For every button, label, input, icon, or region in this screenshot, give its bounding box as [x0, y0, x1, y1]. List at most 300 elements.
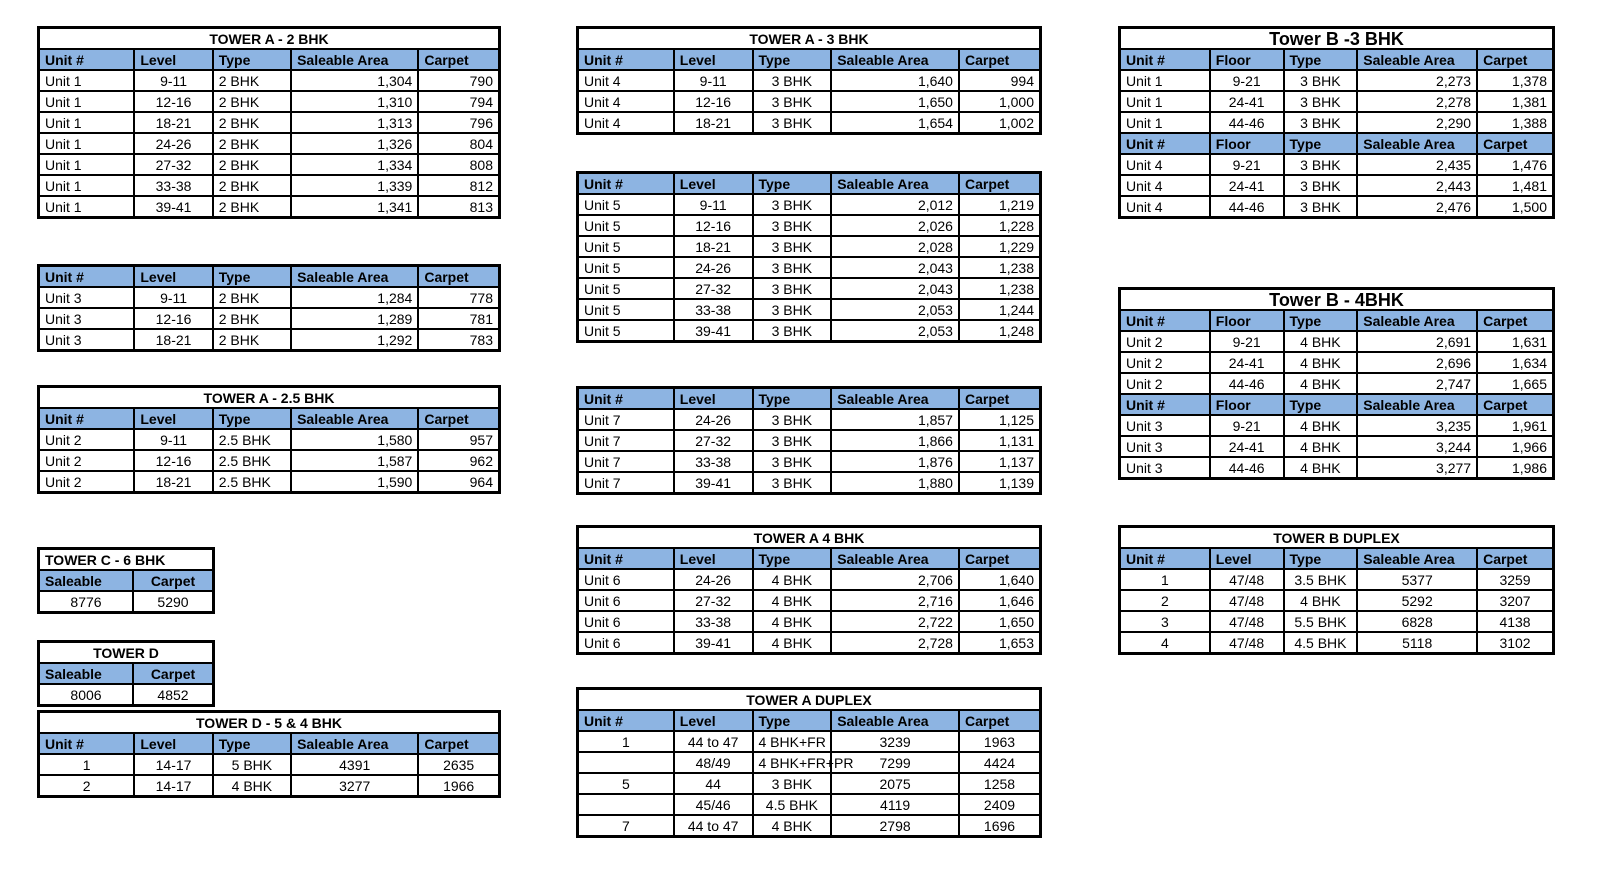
table-cell: 1,653 — [959, 632, 1041, 654]
table-cell: 1,476 — [1477, 154, 1553, 175]
table-cell: 2 BHK — [213, 70, 291, 91]
column-header: Carpet — [1477, 49, 1553, 70]
table-cell: 12-16 — [134, 308, 212, 329]
column-header: Type — [1284, 310, 1358, 331]
table-row — [578, 632, 1041, 654]
table-cell: 3 BHK — [753, 773, 832, 794]
column-header: Carpet — [959, 388, 1041, 410]
table-row — [578, 451, 1041, 472]
column-header: Unit # — [578, 388, 674, 410]
table-cell: 964 — [418, 471, 499, 493]
table-cell: 27-32 — [134, 154, 212, 175]
table-cell: 27-32 — [674, 430, 753, 451]
table-row — [1120, 415, 1554, 436]
table-cell: Unit 2 — [1120, 373, 1210, 394]
table-cell: 1,388 — [1477, 112, 1553, 133]
table-row — [39, 754, 500, 775]
table-cell: 3 BHK — [1284, 175, 1358, 196]
table-cell: 3 BHK — [1284, 154, 1358, 175]
table-cell: 4 BHK — [753, 590, 832, 611]
table-title: TOWER B DUPLEX — [1120, 527, 1554, 549]
table-row — [39, 287, 500, 308]
table-cell: 9-11 — [134, 429, 212, 450]
table-cell: 39-41 — [674, 632, 753, 654]
table-cell: 813 — [418, 196, 499, 218]
table-cell: 2,053 — [831, 320, 959, 342]
column-header-row — [578, 173, 1041, 195]
table-cell: 2.5 BHK — [213, 450, 291, 471]
tower-a-2bhk-unit3-table — [37, 264, 501, 352]
table-row — [39, 70, 500, 91]
table-title-row — [39, 28, 500, 50]
table-cell: 3 BHK — [753, 91, 832, 112]
table-cell: Unit 1 — [39, 70, 135, 91]
table-cell: Unit 3 — [39, 308, 135, 329]
table-cell: 1,238 — [959, 257, 1041, 278]
table-cell: 5118 — [1357, 632, 1477, 654]
table-cell: 33-38 — [674, 451, 753, 472]
table-cell: 1,866 — [831, 430, 959, 451]
table-row — [1120, 373, 1554, 394]
table-cell: 2,691 — [1357, 331, 1477, 352]
table-cell: Unit 2 — [1120, 331, 1210, 352]
table-cell: 2 BHK — [213, 196, 291, 218]
column-header: Saleable — [39, 663, 134, 684]
table-row — [1120, 352, 1554, 373]
table-cell: 1963 — [959, 731, 1041, 752]
table-cell: Unit 5 — [578, 320, 674, 342]
table-row — [1120, 91, 1554, 112]
column-header: Unit # — [1120, 310, 1210, 331]
column-header: Unit # — [578, 548, 674, 569]
table-row — [578, 320, 1041, 342]
column-header: Carpet — [1477, 548, 1553, 569]
table-cell: 4 BHK+FR+PR — [753, 752, 832, 773]
table-cell: 2,290 — [1357, 112, 1477, 133]
table-cell: 3 BHK — [1284, 112, 1358, 133]
table-cell: 12-16 — [674, 215, 753, 236]
table-cell: 1 — [39, 754, 135, 775]
table-cell: 4 BHK — [1284, 373, 1358, 394]
table-title: TOWER A DUPLEX — [578, 689, 1041, 711]
table-cell: 4119 — [831, 794, 959, 815]
table-cell: 3 BHK — [753, 320, 832, 342]
tower-a-3bhk-unit5-table — [576, 171, 1042, 343]
table-title-row — [39, 549, 214, 571]
column-header: Carpet — [418, 733, 499, 754]
table-cell: 33-38 — [134, 175, 212, 196]
column-header: Saleable Area — [831, 49, 959, 70]
column-header: Saleable Area — [831, 710, 959, 731]
table-row — [578, 112, 1041, 134]
table-cell: 3102 — [1477, 632, 1553, 654]
table-cell: 1,640 — [959, 569, 1041, 590]
table-cell: 4 BHK — [753, 632, 832, 654]
tower-a-duplex-table — [576, 687, 1042, 838]
table-cell: 3,277 — [1357, 457, 1477, 479]
table-cell: 1,228 — [959, 215, 1041, 236]
table-title-row — [39, 642, 214, 664]
table-cell: 4 BHK+FR — [753, 731, 832, 752]
table-row — [39, 91, 500, 112]
table-row — [1120, 70, 1554, 91]
table-cell: 1,131 — [959, 430, 1041, 451]
table-cell: 3 BHK — [1284, 91, 1358, 112]
table-title-row — [1120, 527, 1554, 549]
table-cell: Unit 4 — [1120, 196, 1210, 218]
column-header-row — [1120, 310, 1554, 331]
table-cell: 2,728 — [831, 632, 959, 654]
table-row — [39, 775, 500, 797]
column-header-row — [39, 266, 500, 288]
table-title: Tower B -3 BHK — [1120, 28, 1554, 50]
column-header: Level — [674, 49, 753, 70]
table-cell: 1,631 — [1477, 331, 1553, 352]
table-cell: 2 — [39, 775, 135, 797]
table-cell: Unit 4 — [578, 112, 674, 134]
table-cell: Unit 4 — [578, 70, 674, 91]
table-cell: 2 BHK — [213, 112, 291, 133]
table-cell: 4 BHK — [1284, 436, 1358, 457]
table-cell: Unit 1 — [39, 133, 135, 154]
column-header: Unit # — [1120, 394, 1210, 415]
table-cell: 47/48 — [1210, 569, 1284, 590]
table-title: TOWER A - 2 BHK — [39, 28, 500, 50]
column-header: Type — [1284, 133, 1358, 154]
table-cell: 790 — [418, 70, 499, 91]
table-cell: 1,961 — [1477, 415, 1553, 436]
table-cell: 1,381 — [1477, 91, 1553, 112]
table-cell: Unit 5 — [578, 215, 674, 236]
table-row — [578, 611, 1041, 632]
tower-b-3bhk-table — [1118, 26, 1555, 219]
table-cell: Unit 1 — [39, 112, 135, 133]
column-header: Carpet — [133, 570, 214, 591]
table-cell: Unit 1 — [39, 175, 135, 196]
table-cell: 2 BHK — [213, 287, 291, 308]
tower-a-2bhk-table — [37, 26, 501, 219]
table-cell: 1,000 — [959, 91, 1041, 112]
table-cell: 3 BHK — [753, 236, 832, 257]
column-header: Carpet — [418, 408, 499, 429]
table-cell: 1,289 — [291, 308, 418, 329]
table-row — [39, 684, 214, 706]
table-cell: 3 BHK — [1284, 196, 1358, 218]
table-row — [1120, 331, 1554, 352]
column-header: Carpet — [1477, 133, 1553, 154]
table-row — [578, 299, 1041, 320]
table-cell: 5.5 BHK — [1284, 611, 1358, 632]
table-cell: 781 — [418, 308, 499, 329]
table-cell: 4 BHK — [1284, 415, 1358, 436]
tower-d-table — [37, 640, 215, 707]
column-header-row — [39, 733, 500, 754]
tower-a-2-5bhk-table — [37, 385, 501, 494]
table-cell: 3 — [1120, 611, 1210, 632]
table-cell: 1 — [1120, 569, 1210, 590]
table-cell: 3 BHK — [753, 451, 832, 472]
table-cell: 1258 — [959, 773, 1041, 794]
tower-a-3bhk-unit7-table — [576, 386, 1042, 495]
table-row — [578, 773, 1041, 794]
table-cell: 2.5 BHK — [213, 429, 291, 450]
table-cell: 4391 — [291, 754, 418, 775]
table-cell: 2,026 — [831, 215, 959, 236]
table-cell: 9-11 — [674, 70, 753, 91]
table-cell: 2798 — [831, 815, 959, 837]
table-cell: 4 BHK — [1284, 352, 1358, 373]
table-cell: 1,966 — [1477, 436, 1553, 457]
table-title: TOWER A 4 BHK — [578, 527, 1041, 549]
table-cell: 1,248 — [959, 320, 1041, 342]
table-cell: 3 BHK — [753, 430, 832, 451]
column-header: Level — [674, 173, 753, 195]
table-cell: 3 BHK — [753, 409, 832, 430]
table-cell: 794 — [418, 91, 499, 112]
table-cell: Unit 4 — [578, 91, 674, 112]
table-cell: Unit 1 — [1120, 91, 1210, 112]
column-header: Unit # — [578, 49, 674, 70]
table-cell: 1,313 — [291, 112, 418, 133]
table-title-row — [578, 28, 1041, 50]
table-cell: 1,650 — [831, 91, 959, 112]
table-cell: 2,043 — [831, 278, 959, 299]
column-header: Unit # — [578, 173, 674, 195]
table-title-row — [39, 712, 500, 734]
table-cell: 44 to 47 — [674, 731, 753, 752]
table-cell: 18-21 — [674, 112, 753, 134]
table-cell: Unit 4 — [1120, 154, 1210, 175]
column-header: Level — [134, 733, 212, 754]
table-cell: 1,634 — [1477, 352, 1553, 373]
table-cell: 4 BHK — [1284, 457, 1358, 479]
table-cell: 24-41 — [1210, 436, 1284, 457]
column-header: Unit # — [578, 710, 674, 731]
table-row — [578, 752, 1041, 773]
column-header: Carpet — [1477, 394, 1553, 415]
table-cell: 4 BHK — [1284, 331, 1358, 352]
table-cell: 24-41 — [1210, 91, 1284, 112]
table-cell: 3,244 — [1357, 436, 1477, 457]
table-cell: Unit 1 — [39, 91, 135, 112]
table-cell: 24-26 — [674, 409, 753, 430]
table-cell: 778 — [418, 287, 499, 308]
column-header: Saleable Area — [1357, 394, 1477, 415]
column-header: Unit # — [39, 266, 135, 288]
table-cell: 812 — [418, 175, 499, 196]
table-cell: Unit 5 — [578, 278, 674, 299]
table-row — [1120, 457, 1554, 479]
table-row — [578, 409, 1041, 430]
table-cell: 1,857 — [831, 409, 959, 430]
table-row — [39, 591, 214, 613]
table-cell: 1,876 — [831, 451, 959, 472]
table-cell: 3 BHK — [753, 257, 832, 278]
table-cell: 4.5 BHK — [1284, 632, 1358, 654]
table-cell: 3277 — [291, 775, 418, 797]
table-cell: Unit 1 — [39, 196, 135, 218]
table-cell: 18-21 — [674, 236, 753, 257]
table-cell: 4 — [1120, 632, 1210, 654]
table-cell: 2,722 — [831, 611, 959, 632]
table-row — [39, 133, 500, 154]
column-header: Saleable — [39, 570, 134, 591]
table-cell: 1,986 — [1477, 457, 1553, 479]
column-header: Unit # — [39, 408, 135, 429]
table-cell: 12-16 — [134, 91, 212, 112]
table-row — [578, 430, 1041, 451]
column-header: Level — [134, 49, 212, 70]
table-row — [578, 472, 1041, 494]
table-cell: Unit 2 — [1120, 352, 1210, 373]
table-cell: 2 BHK — [213, 329, 291, 351]
table-cell: 3 BHK — [753, 194, 832, 215]
column-header: Level — [674, 548, 753, 569]
table-row — [39, 429, 500, 450]
table-cell: 3 BHK — [753, 215, 832, 236]
table-cell: 2,476 — [1357, 196, 1477, 218]
table-cell: 24-26 — [674, 569, 753, 590]
column-header: Saleable Area — [831, 388, 959, 410]
column-header: Saleable Area — [291, 266, 418, 288]
table-cell: 2,278 — [1357, 91, 1477, 112]
column-header-row — [578, 388, 1041, 410]
column-header-row — [1120, 133, 1554, 154]
table-cell: 2409 — [959, 794, 1041, 815]
table-cell: 804 — [418, 133, 499, 154]
table-cell: 2,053 — [831, 299, 959, 320]
table-row — [39, 154, 500, 175]
table-cell — [578, 752, 674, 773]
table-cell: Unit 5 — [578, 194, 674, 215]
table-cell: 1,139 — [959, 472, 1041, 494]
table-cell: 18-21 — [134, 471, 212, 493]
table-cell: 2,435 — [1357, 154, 1477, 175]
column-header: Carpet — [1477, 310, 1553, 331]
table-cell: 4 BHK — [753, 611, 832, 632]
table-row — [1120, 632, 1554, 654]
table-row — [1120, 196, 1554, 218]
table-row — [39, 450, 500, 471]
table-cell: 4852 — [133, 684, 214, 706]
table-row — [39, 329, 500, 351]
table-cell: 48/49 — [674, 752, 753, 773]
table-cell: 2 BHK — [213, 175, 291, 196]
table-cell: 14-17 — [134, 775, 212, 797]
table-cell: 1,587 — [291, 450, 418, 471]
table-cell: Unit 5 — [578, 236, 674, 257]
table-cell: 796 — [418, 112, 499, 133]
table-cell: 24-41 — [1210, 175, 1284, 196]
table-cell: 1,292 — [291, 329, 418, 351]
table-cell: 1,229 — [959, 236, 1041, 257]
column-header-row — [39, 570, 214, 591]
table-row — [1120, 590, 1554, 611]
table-cell: 2,443 — [1357, 175, 1477, 196]
table-cell: 1,646 — [959, 590, 1041, 611]
table-cell: 39-41 — [674, 320, 753, 342]
table-cell: 3 BHK — [753, 299, 832, 320]
table-cell: Unit 1 — [1120, 112, 1210, 133]
table-cell: 1,334 — [291, 154, 418, 175]
table-row — [1120, 569, 1554, 590]
table-cell: Unit 3 — [39, 287, 135, 308]
table-cell: 44-46 — [1210, 373, 1284, 394]
table-cell: 5377 — [1357, 569, 1477, 590]
column-header: Type — [1284, 548, 1358, 569]
table-row — [578, 278, 1041, 299]
table-cell: Unit 1 — [1120, 70, 1210, 91]
column-header: Type — [753, 173, 832, 195]
column-header: Saleable Area — [291, 49, 418, 70]
column-header: Carpet — [959, 173, 1041, 195]
table-cell: 33-38 — [674, 299, 753, 320]
table-cell: 7299 — [831, 752, 959, 773]
table-cell: 962 — [418, 450, 499, 471]
table-cell: 4 BHK — [753, 569, 832, 590]
table-row — [39, 471, 500, 493]
column-header: Level — [134, 408, 212, 429]
column-header: Carpet — [133, 663, 214, 684]
table-cell: 45/46 — [674, 794, 753, 815]
table-cell: 47/48 — [1210, 611, 1284, 632]
table-title-row — [578, 527, 1041, 549]
column-header: Floor — [1210, 394, 1284, 415]
table-cell: 5290 — [133, 591, 214, 613]
table-cell: 4138 — [1477, 611, 1553, 632]
column-header: Floor — [1210, 49, 1284, 70]
table-cell: 3,235 — [1357, 415, 1477, 436]
tower-b-duplex-table — [1118, 525, 1555, 655]
table-row — [1120, 112, 1554, 133]
column-header-row — [1120, 548, 1554, 569]
table-cell: 2,043 — [831, 257, 959, 278]
table-cell: 2635 — [418, 754, 499, 775]
column-header: Level — [674, 388, 753, 410]
table-cell: Unit 5 — [578, 299, 674, 320]
table-cell: 1,326 — [291, 133, 418, 154]
table-row — [39, 112, 500, 133]
table-cell: 1,284 — [291, 287, 418, 308]
table-cell: 1,665 — [1477, 373, 1553, 394]
column-header-row — [578, 49, 1041, 70]
table-row — [1120, 175, 1554, 196]
table-cell: 1,310 — [291, 91, 418, 112]
table-cell: Unit 7 — [578, 472, 674, 494]
table-cell: 2,028 — [831, 236, 959, 257]
table-cell: 1,137 — [959, 451, 1041, 472]
table-cell: 2,696 — [1357, 352, 1477, 373]
table-cell: Unit 4 — [1120, 175, 1210, 196]
column-header: Type — [753, 710, 832, 731]
column-header: Type — [213, 408, 291, 429]
table-cell: 1,304 — [291, 70, 418, 91]
table-cell: 3.5 BHK — [1284, 569, 1358, 590]
table-cell: 3239 — [831, 731, 959, 752]
table-cell: 3 BHK — [753, 472, 832, 494]
tower-a-3bhk-table — [576, 26, 1042, 135]
column-header: Saleable Area — [831, 173, 959, 195]
tower-a-4bhk-table — [576, 525, 1042, 655]
column-header: Saleable Area — [291, 733, 418, 754]
table-cell: 27-32 — [674, 278, 753, 299]
table-title: TOWER D — [39, 642, 214, 664]
column-header: Carpet — [959, 49, 1041, 70]
table-title: TOWER A - 3 BHK — [578, 28, 1041, 50]
table-title: TOWER A - 2.5 BHK — [39, 387, 500, 409]
table-cell: 24-26 — [674, 257, 753, 278]
table-cell: Unit 3 — [1120, 415, 1210, 436]
